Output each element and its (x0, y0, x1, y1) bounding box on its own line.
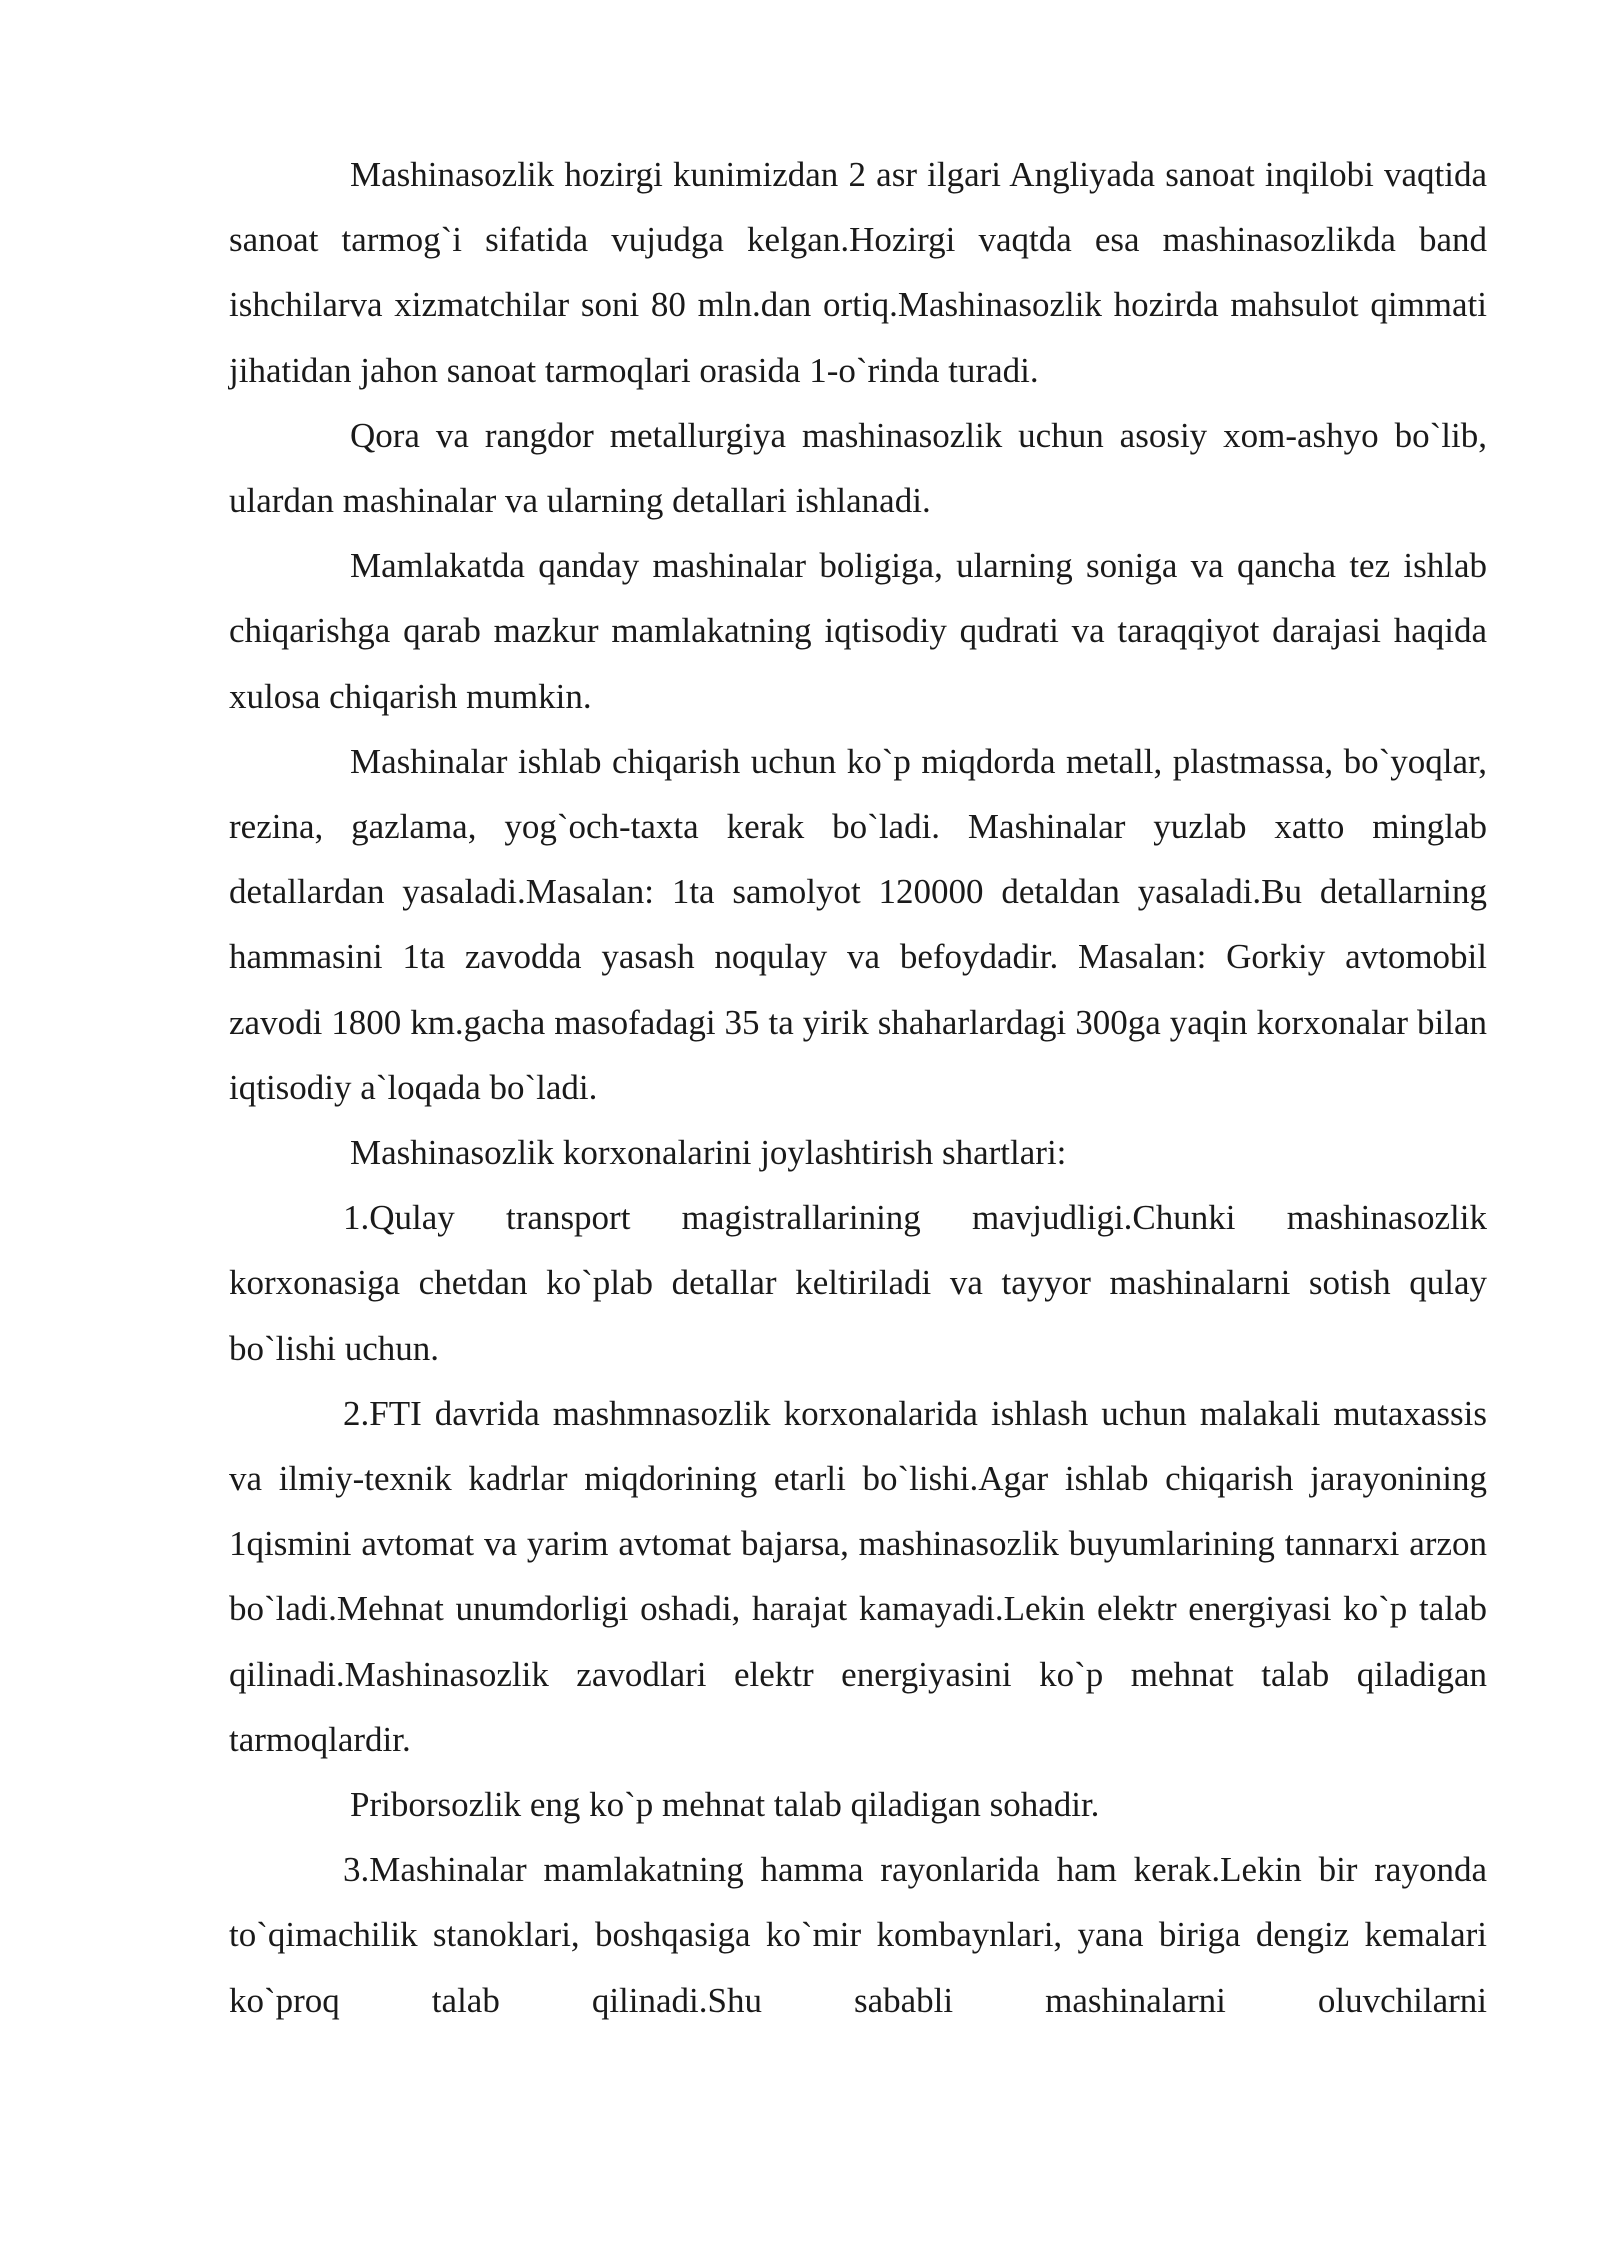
paragraph-condition-1: 1.Qulay transport magistrallarining mavjudligi.Chunki mashinasozlik korxonasiga chetdan ko`plab detallar keltiriladi va tayyor mashinalarni sotish qulay bo`lishi uchun. (229, 1198, 1487, 1368)
paragraph-history: Mashinasozlik hozirgi kunimizdan 2 asr ilgari Angliyada sanoat inqilobi vaqtida sanoat tarmog`i sifatida vujudga kelgan.Hozirgi vaqtda esa mashinasozlikda band ishchilarva xizmatchilar soni 80 mln.dan ortiq.Mashinasozlik hozirda mahsulot qimmati jihatidan jahon sanoat tarmoqlari orasida 1-o`rinda turadi. (229, 155, 1487, 390)
paragraph-location-conditions: Mashinasozlik korxonalarini joylashtirish shartlari: (350, 1133, 1067, 1173)
paragraph-instrument-making: Priborsozlik eng ko`p mehnat talab qiladigan sohadir. (350, 1785, 1100, 1825)
document-body (229, 142, 1487, 2033)
paragraph-condition-3: 3.Mashinalar mamlakatning hamma rayonlarida ham kerak.Lekin bir rayonda to`qimachilik stanoklari, boshqasiga ko`mir kombaynlari, yana biriga dengiz kemalari ko`proq talab qilinadi.Shu sababli mashinalarni oluvchilarni (229, 1850, 1487, 2020)
paragraph-raw-materials: Qora va rangdor metallurgiya mashinasozlik uchun asosiy xom-ashyo bo`lib, ulardan mashinalar va ularning detallari ishlanadi. (229, 415, 1487, 521)
paragraph-condition-2: 2.FTI davrida mashmnasozlik korxonalarida ishlash uchun malakali mutaxassis va ilmiy-texnik kadrlar miqdorining etarli bo`lishi.Agar ishlab chiqarish jarayonining 1qismini avtomat va yarim avtomat bajarsa, mashinasozlik buyumlarining tannarxi arzon bo`ladi.Mehnat unumdorligi oshadi, harajat kamayadi.Lekin elektr energiyasi ko`p talab qilinadi.Mashinasozlik zavodlari elektr energiyasini ko`p mehnat talab qiladigan tarmoqlardir. (229, 1393, 1487, 1759)
paragraph-materials-details: Mashinalar ishlab chiqarish uchun ko`p miqdorda metall, plastmassa, bo`yoqlar, rezina, gazlama, yog`och-taxta kerak bo`ladi. Mashinalar yuzlab xatto minglab detallardan yasaladi.Masalan: 1ta samolyot 120000 detaldan yasaladi.Bu detallarning hammasini 1ta zavodda yasash noqulay va befoydadir. Masalan: Gorkiy avtomobil zavodi 1800 km.gacha masofadagi 35 ta yirik shaharlardagi 300ga yaqin korxonalar bilan iqtisodiy a`loqada bo`ladi. (229, 741, 1487, 1107)
paragraph-economic-power: Mamlakatda qanday mashinalar boligiga, ularning soniga va qancha tez ishlab chiqarishga qarab mazkur mamlakatning iqtisodiy qudrati va taraqqiyot darajasi haqida xulosa chiqarish mumkin. (229, 546, 1487, 716)
